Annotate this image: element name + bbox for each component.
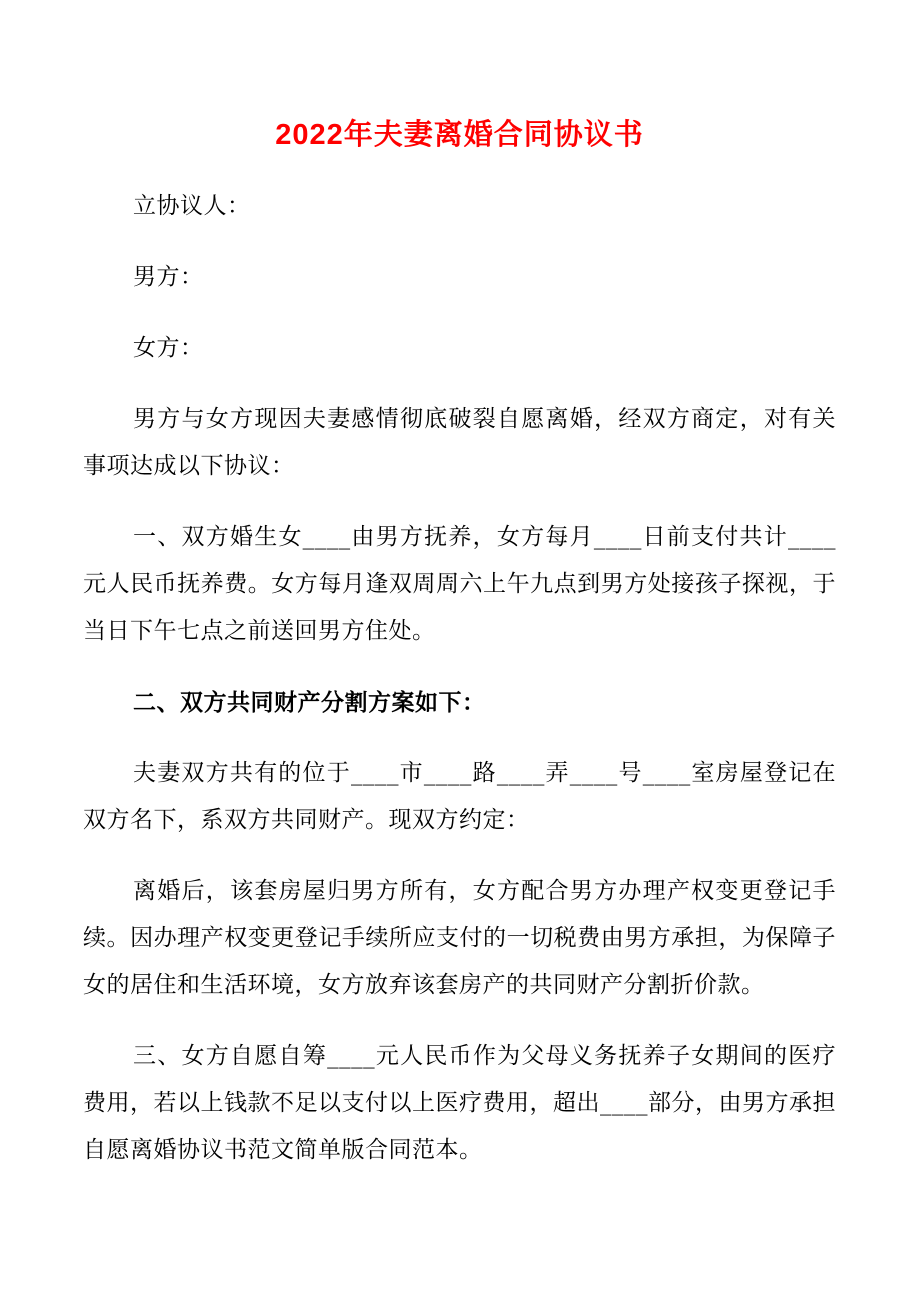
paragraph-preamble: 男方与女方现因夫妻感情彻底破裂自愿离婚，经双方商定，对有关事项达成以下协议： xyxy=(83,406,836,479)
paragraph-clause-1-custody: 一、双方婚生女____由男方抚养，女方每月____日前支付共计____元人民币抚养费。女方每月逢双周周六上午九点到男方处接孩子探视，于当日下午七点之前送回男方住处。 xyxy=(83,524,836,644)
paragraph-wife-line: 女方： xyxy=(133,335,204,361)
paragraph-declarants-line: 立协议人： xyxy=(133,193,251,219)
document-title: 2022年夫妻离婚合同协议书 xyxy=(275,119,644,151)
paragraph-clause-2-heading: 二、双方共同财产分割方案如下： xyxy=(133,689,486,716)
paragraph-clause-2-house-transfer: 离婚后，该套房屋归男方所有，女方配合男方办理产权变更登记手续。因办理产权变更登记手续所应支付的一切税费由男方承担，为保障子女的居住和生活环境，女方放弃该套房产的共同财产分割折价款。 xyxy=(83,878,836,998)
paragraph-clause-3-medical-fund: 三、女方自愿自筹____元人民币作为父母义务抚养子女期间的医疗费用，若以上钱款不足以支付以上医疗费用，超出____部分，由男方承担自愿离婚协议书范文简单版合同范本。 xyxy=(83,1043,836,1163)
paragraph-clause-2-property: 夫妻双方共有的位于____市____路____弄____号____室房屋登记在双方名下，系双方共同财产。现双方约定： xyxy=(83,760,836,833)
paragraph-husband-line: 男方： xyxy=(133,264,204,290)
